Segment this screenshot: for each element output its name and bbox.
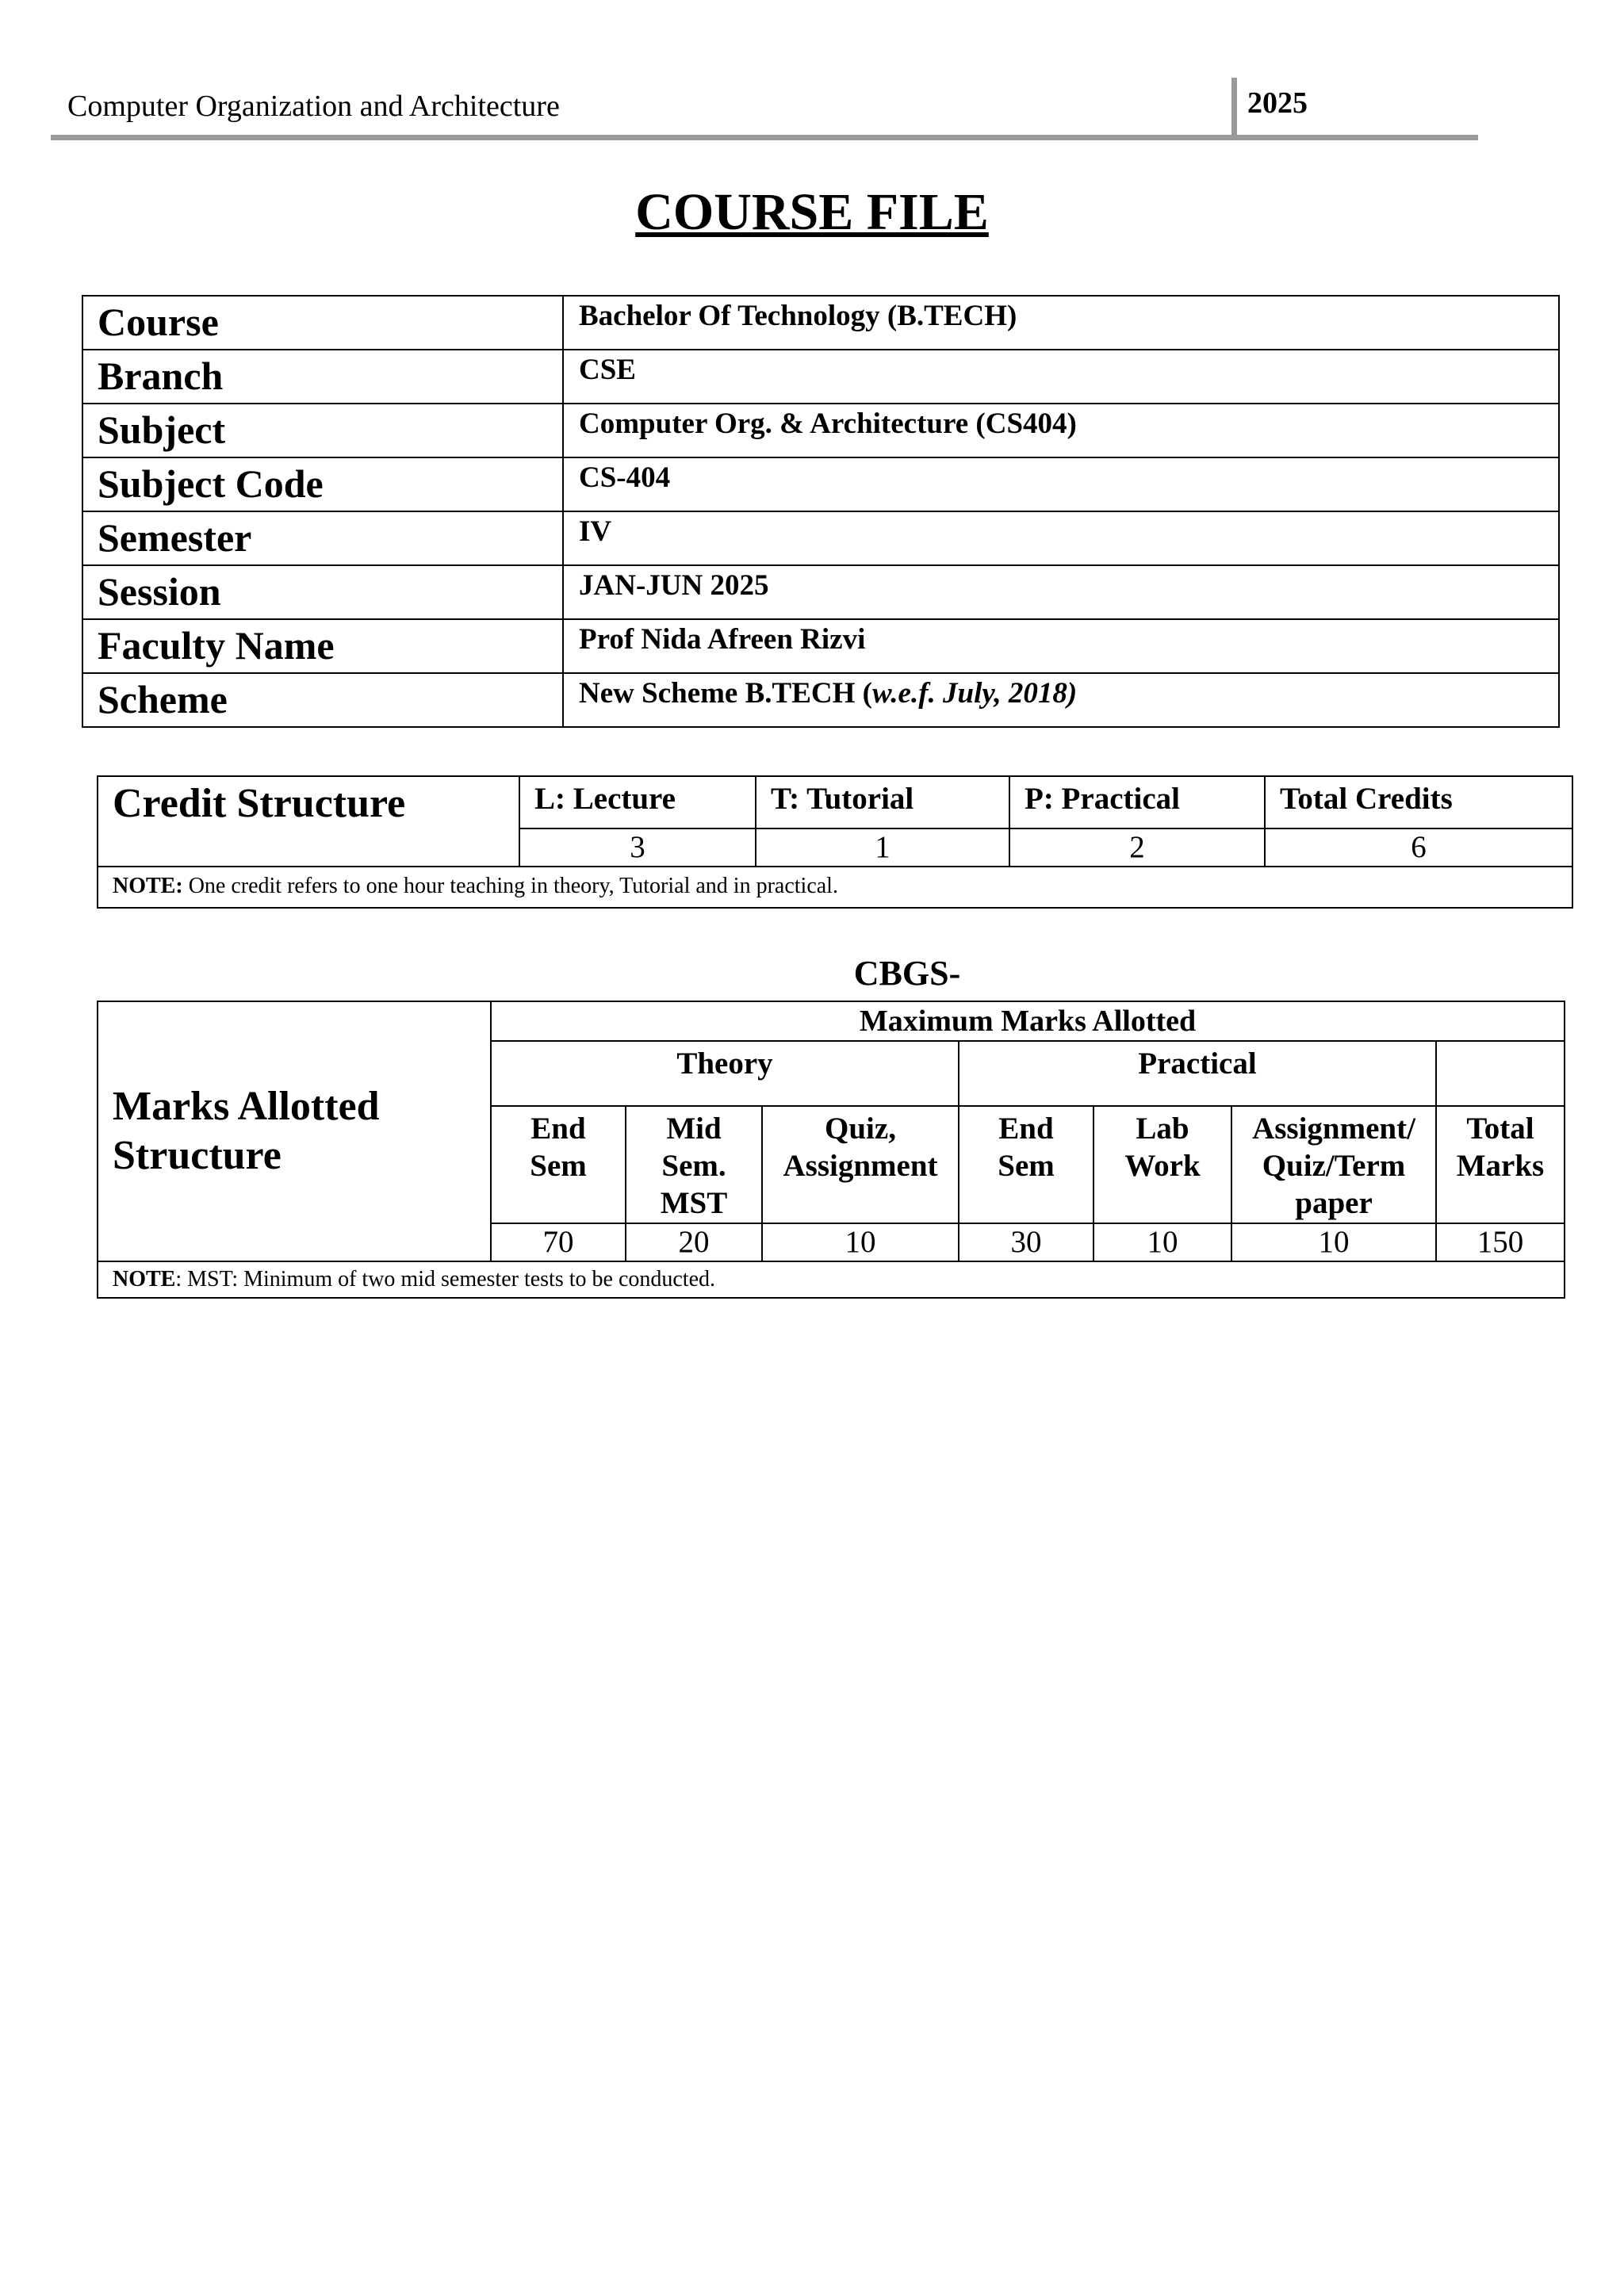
marks-column-header-line: Sem: [530, 1149, 587, 1183]
table-row: [82, 457, 1559, 511]
info-value: IV: [563, 511, 1559, 565]
marks-column-header: [959, 1106, 1094, 1223]
marks-allotted-table: [97, 1001, 1565, 1299]
table-row: [98, 1261, 1565, 1298]
credit-value: 1: [756, 828, 1009, 867]
marks-column-header: [491, 1106, 626, 1223]
info-key: Subject: [82, 404, 563, 457]
document-title: COURSE FILE: [635, 183, 989, 241]
table-row: [82, 565, 1559, 619]
info-value: Computer Org. & Architecture (CS404): [563, 404, 1559, 457]
marks-column-header-line: MST: [660, 1186, 728, 1220]
theory-header: Theory: [491, 1041, 959, 1106]
info-key: Scheme: [82, 673, 563, 727]
info-value: CSE: [563, 350, 1559, 404]
info-value: Bachelor Of Technology (B.TECH): [563, 296, 1559, 350]
header-rule: [51, 135, 1478, 140]
marks-column-header-line: Quiz/Term: [1262, 1149, 1406, 1183]
table-row: [82, 404, 1559, 457]
marks-value: 20: [626, 1223, 762, 1261]
course-info-table: [82, 295, 1560, 728]
table-row: [82, 673, 1559, 727]
marks-column-header: [1094, 1106, 1231, 1223]
info-key: Faculty Name: [82, 619, 563, 673]
scheme-italic-text: w.e.f. July, 2018): [871, 677, 1078, 710]
table-row: [98, 776, 1572, 828]
empty-header-cell: [1436, 1041, 1565, 1106]
marks-column-header: [626, 1106, 762, 1223]
table-row: [82, 350, 1559, 404]
info-value: Prof Nida Afreen Rizvi: [563, 619, 1559, 673]
header-divider: [1231, 78, 1237, 138]
marks-column-header-line: Sem: [998, 1149, 1055, 1183]
credit-structure-label: Credit Structure: [98, 776, 519, 867]
note-text: : MST: Minimum of two mid semester tests to be conducted.: [175, 1267, 715, 1292]
marks-value: 10: [1094, 1223, 1231, 1261]
marks-note: [98, 1261, 1565, 1298]
marks-column-header-line: paper: [1295, 1186, 1373, 1220]
marks-column-header-line: Total: [1466, 1112, 1534, 1146]
scheme-text: New Scheme B.TECH (: [579, 677, 872, 710]
credit-value: 3: [519, 828, 756, 867]
table-row: [82, 511, 1559, 565]
info-key: Course: [82, 296, 563, 350]
credit-note: [98, 867, 1572, 908]
marks-label-line: Structure: [113, 1133, 282, 1178]
marks-column-header: [762, 1106, 959, 1223]
note-text: One credit refers to one hour teaching in theory, Tutorial and in practical.: [182, 874, 838, 898]
marks-value: 10: [762, 1223, 959, 1261]
cbgs-heading: CBGS-: [853, 954, 961, 993]
table-row: [98, 867, 1572, 908]
credit-header: L: Lecture: [519, 776, 756, 828]
marks-value: 30: [959, 1223, 1094, 1261]
credit-structure-table: [97, 775, 1573, 909]
note-label: NOTE: [113, 1267, 176, 1292]
marks-column-header-line: End: [530, 1112, 586, 1146]
marks-column-header-line: Assignment/: [1252, 1112, 1415, 1146]
marks-column-header-line: Assignment: [783, 1149, 938, 1183]
info-value: [563, 673, 1559, 727]
info-key: Subject Code: [82, 457, 563, 511]
info-value: JAN-JUN 2025: [563, 565, 1559, 619]
marks-column-header-line: Lab: [1136, 1112, 1189, 1146]
credit-value: 6: [1265, 828, 1572, 867]
marks-value: 70: [491, 1223, 626, 1261]
running-header-title: Computer Organization and Architecture: [67, 90, 560, 123]
marks-column-header-line: End: [998, 1112, 1054, 1146]
table-row: [98, 1001, 1565, 1041]
table-row: [82, 619, 1559, 673]
note-label: NOTE:: [113, 874, 183, 898]
credit-header: T: Tutorial: [756, 776, 1009, 828]
running-header-year: 2025: [1247, 86, 1308, 120]
marks-value: 10: [1231, 1223, 1436, 1261]
marks-column-header-line: Marks: [1456, 1149, 1545, 1183]
info-key: Session: [82, 565, 563, 619]
marks-column-header-line: Mid: [666, 1112, 722, 1146]
info-key: Semester: [82, 511, 563, 565]
credit-header: P: Practical: [1009, 776, 1265, 828]
practical-header: Practical: [959, 1041, 1436, 1106]
marks-column-header: [1231, 1106, 1436, 1223]
info-value: CS-404: [563, 457, 1559, 511]
credit-value: 2: [1009, 828, 1265, 867]
marks-column-header-line: Work: [1124, 1149, 1201, 1183]
marks-structure-label: [98, 1001, 491, 1261]
marks-value: 150: [1436, 1223, 1565, 1261]
marks-label-line: Marks Allotted: [113, 1084, 380, 1129]
max-marks-header: Maximum Marks Allotted: [491, 1001, 1565, 1041]
table-row: [82, 296, 1559, 350]
marks-column-header-line: Quiz,: [825, 1112, 896, 1146]
marks-column-header: [1436, 1106, 1565, 1223]
info-key: Branch: [82, 350, 563, 404]
credit-header: Total Credits: [1265, 776, 1572, 828]
marks-column-header-line: Sem.: [661, 1149, 726, 1183]
